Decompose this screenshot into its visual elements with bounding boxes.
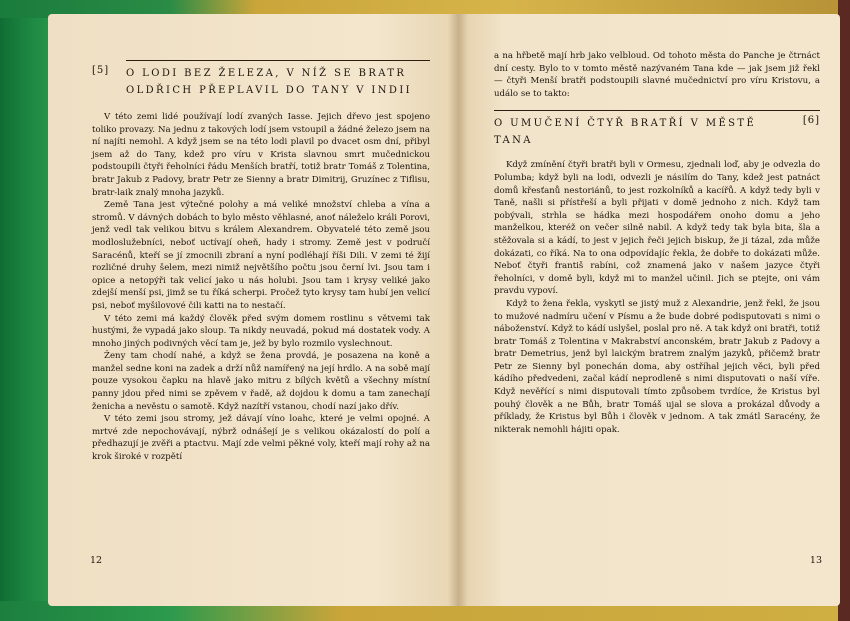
heading-rule [494,110,820,111]
paragraph: Země Tana jest výtečné polohy a má veliké množství chleba a vína a stromů. V dávných dobách to bylo město věhlasné, anoť náleželo králi Porovi, jenž vedl tak velikou bitvu s králem Alexandrem. Obyvatelé této země jsou modloslužebníci, neboť uctívají oheň, hady i stromy. Země jest v područí Saracénů, kteří se jí zmocnili zbraní a nyní podléhají říši Dili. V zemi té žijí rozličné druhy šelem, mezi nimiž největšího počtu jsou černí lvi. Jsou tam i opice a netopýři tak velicí jako u nás holubi. Jsou tam i krysy veliké jako zdejší menší psi, jimž se tu říká scherpi. Pročež tyto krysy tam hubí jen velicí psi, neboť myšilovové čili katti na to nestačí. [92,200,430,311]
left-chapter-number: [5] [92,65,110,76]
book-gutter [448,14,468,606]
paragraph: Když zmínění čtyři bratři byli v Ormesu, zjednali loď, aby je odvezla do Polumba; když byli na lodi, odvezli je násilím do Tany, kdež jest patnáct domů křesťanů nestoriánů, to jest rozkolníků a kacířů. A když tedy byli v Taně, našli si přístřeší a byli přijati v domě jednoho z nich. Když tam pobývali, strhla se hádka mezi hospodářem onoho domu a jeho manželkou, kteréž on večer silně nabil. A když tedy tak byla bita, šla a stěžovala si a kádí, to jest v jejich řeči jejich biskup, že ji tázal, zda může dokázati, co říká. Na to ona odpovídajíc řekla, že dobře to dokázati může. Neboť čtyři františ rabíni, což znamená jako v našem jazyce čtyři řeholníci, v domě byli, když mi to manžel učinil. Jich se ptejte, oni vám pravdu vypoví. [494,160,820,297]
paragraph: V této zemi lidé používají lodí zvaných Iasse. Jejich dřevo jest spojeno toliko provazy. Na jednu z takových lodí jsem vstoupil a žádné železo jsem na ní najíti nemohl. A když jsem se na této lodi plavil po dvacet osm dní, přibyl jsem až do Tany, kdež pro víru v Krista slavnou smrt mučednickou podstoupili čtyři řeholníci řádu Menších bratří, totiž bratr Tomáš z Tolentina, bratr Jakub z Padovy, bratr Petr ze Sienny a bratr Dimitrij, Gruzínec z Tiflisu, bratr-laik znalý mnoha jazyků. [92,112,430,198]
paragraph: Ženy tam chodí nahé, a když se žena provdá, je posazena na koně a manžel sedne koni na zadek a drží nůž namířený na její hrdlo. A na sobě mají pouze vysokou čapku na hlavě jako mitru z bílých květů a všechny místní panny jdou před nimi se zpěvem v řadě, až dojdou k domu a tam zanechají ženicha a nevěstu o samotě. Když nazítří vstanou, chodí nazí jako dřív. [92,351,430,412]
page-number-left: 12 [90,555,103,567]
paragraph: Když to žena řekla, vyskytl se jistý muž z Alexandrie, jenž řekl, že jsou to mužové nadmíru učení v Písmu a že bude dobré podisputovati s nimi o náboženství. Když to kádí uslyšel, poslal pro ně. A tak když oni bratři, totiž bratr Tomáš z Tolentina v Makrabství anconském, bratr Jakub z Padovy a bratr Demetrius, jenž byl laickým bratrem znalým jazyků, přičemž bratr Petr ze Sienny byl ponechán doma, aby ostříhal jejich věci, byli před kádího předvedeni, začal kádí neprodleně s nimi disputovati o naší víře. Když nevěřící s nimi disputovali tímto způsobem tvrdíce, že Kristus byl pouhý člověk a ne Bůh, bratr Tomáš ujal se slova a prokázal důvody a příklady, že Kristus byl Bůh i člověk v jednom. A tak zmátl Saracény, že nikterak nemohli hájiti opak. [494,298,820,435]
heading-rule [126,60,430,61]
left-page [48,14,458,606]
right-chapter-title: O UMUČENÍ ČTYŘ BRATŘÍ V MĚSTĚ TANA [494,118,757,147]
paragraph: V této zemi jsou stromy, jež dávají víno loahc, které je velmi opojné. A mrtvé zde nepochovávají, nýbrž odnášejí je s velikou okázalostí do polí a předhazují je zvěři a ptactvu. Mají zde velmi pěkné voly, kteří mají rohy až na krok široké v rozpětí [92,414,430,463]
page-number-right: 13 [809,555,822,567]
left-chapter-heading [92,65,430,99]
right-page-body [494,159,820,436]
right-chapter-number: [6] [802,115,820,127]
left-page-body [92,111,430,464]
right-chapter-heading [494,115,820,149]
paragraph: V této zemi má každý člověk před svým domem rostlinu s větvemi tak hustými, že vypadá jako sloup. Ta nikdy neuvadá, pokud má dostatek vody. A mnoho jiných podivných věcí tam je, jež by bylo rozmilo vyslechnout. [92,313,430,349]
right-page [458,14,840,606]
continuation-paragraph: a na hřbetě mají hrb jako velbloud. Od tohoto města do Panche je čtrnáct dní cesty. Bylo to v tomto městě nazývaném Tana kde — jak jsem již řekl — čtyři Menší bratři podstoupili slavné mučednictví pro víru Kristovu, a událo se to takto: [494,51,820,99]
left-chapter-title: O LODI BEZ ŽELEZA, V NÍŽ SE BRATR OLDŘICH PŘEPLAVIL DO TANY V INDII [126,68,413,96]
